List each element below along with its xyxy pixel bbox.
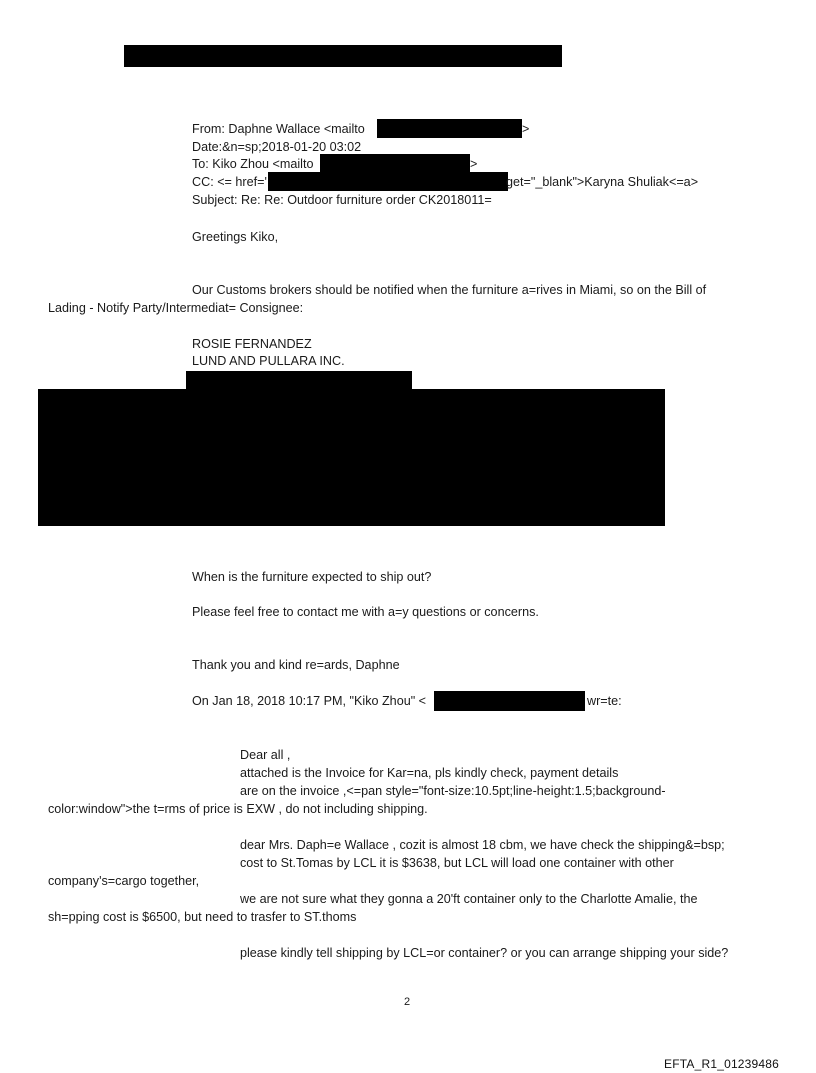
footer-document-id: EFTA_R1_01239486 [664, 1057, 780, 1071]
consignee-company: LUND AND PULLARA INC. [192, 354, 345, 368]
quote-intro-tail: wr=te: [587, 694, 622, 708]
subject-line: Subject: Re: Re: Outdoor furniture order CK2018011= [192, 193, 492, 207]
quoted-line: attached is the Invoice for Kar=na, pls kindly check, payment details [240, 766, 619, 780]
cc-line [192, 174, 267, 190]
signoff: Thank you and kind re=ards, Daphne [192, 658, 400, 672]
greeting: Greetings Kiko, [192, 230, 279, 244]
redaction-from-email [377, 119, 522, 138]
consignee-name: ROSIE FERNANDEZ [192, 337, 312, 351]
to-line [192, 156, 313, 172]
quoted-line: company's=cargo together, [48, 874, 200, 888]
redaction-top [124, 45, 562, 67]
cc-label: CC: <= href=' [192, 175, 267, 189]
redaction-address-top [186, 371, 412, 391]
to-label: To: Kiko Zhou <mailto [192, 157, 314, 171]
redaction-cc-link [268, 172, 508, 191]
para1-line1: Our Customs brokers should be notified when the furniture a=rives in Miami, so on the Bill of [192, 283, 707, 297]
para1-line2: Lading - Notify Party/Intermediat= Consignee: [48, 301, 304, 315]
quoted-line: please kindly tell shipping by LCL=or container? or you can arrange shipping your side? [240, 946, 729, 960]
quoted-line: cost to St.Tomas by LCL it is $3638, but LCL will load one container with other [240, 856, 674, 870]
quoted-line: sh=pping cost is $6500, but need to trasfer to ST.thoms [48, 910, 357, 924]
cc-tail: get="_blank">Karyna Shuliak<=a> [506, 175, 699, 189]
page-number: 2 [404, 996, 411, 1008]
contact-line: Please feel free to contact me with a=y questions or concerns. [192, 605, 539, 619]
from-tail: > [522, 122, 530, 136]
quoted-line: dear Mrs. Daph=e Wallace , cozit is almost 18 cbm, we have check the shipping&=bsp; [240, 838, 725, 852]
ship-question: When is the furniture expected to ship out? [192, 570, 432, 584]
quoted-line: are on the invoice ,<=pan style="font-size:10.5pt;line-height:1.5;background- [240, 784, 666, 798]
quoted-line: we are not sure what they gonna a 20'ft container only to the Charlotte Amalie, the [240, 892, 698, 906]
from-label: From: Daphne Wallace <mailto [192, 122, 365, 136]
quoted-dear-all: Dear all , [240, 748, 291, 762]
redaction-quote-email [434, 691, 585, 711]
quote-intro: On Jan 18, 2018 10:17 PM, "Kiko Zhou" < [192, 694, 427, 708]
quoted-line: color:window">the t=rms of price is EXW , do not including shipping. [48, 802, 428, 816]
from-line [192, 121, 365, 137]
redaction-address-block [38, 389, 665, 526]
to-tail: > [470, 157, 478, 171]
redaction-to-email [320, 154, 470, 173]
date-line: Date:&n=sp;2018-01-20 03:02 [192, 140, 362, 154]
